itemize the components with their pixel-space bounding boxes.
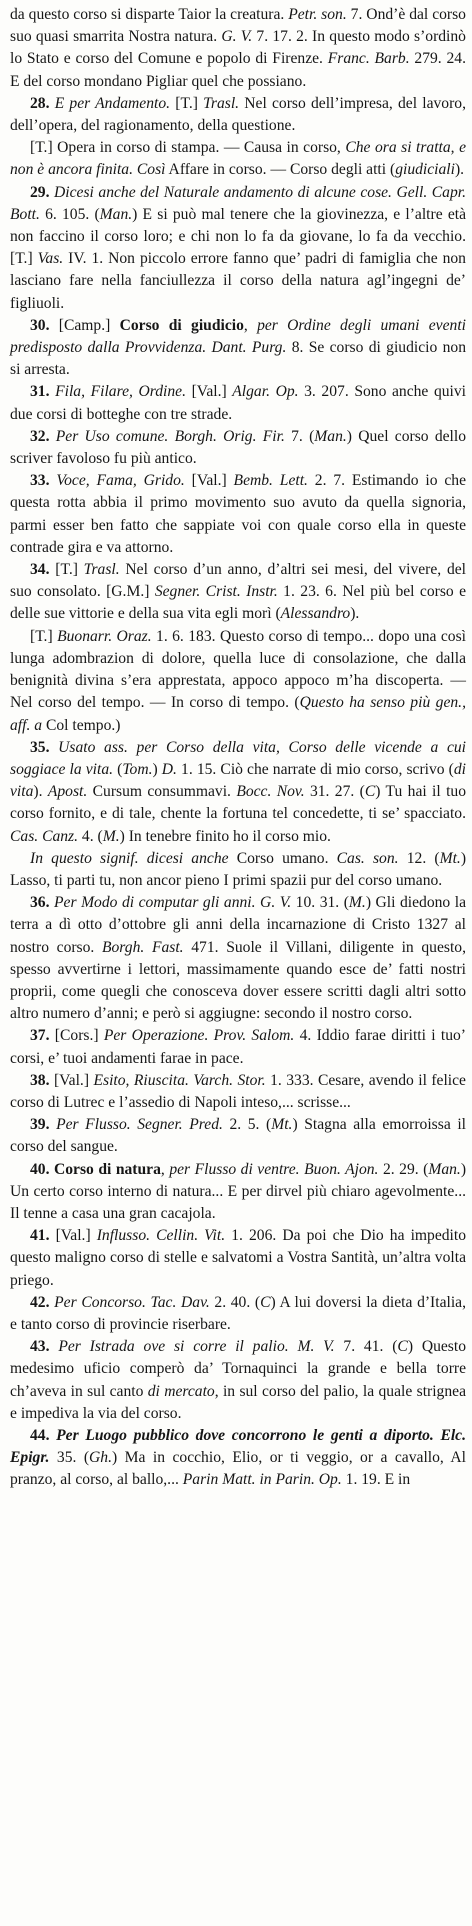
entry-emphasis: Mt. — [271, 1116, 293, 1134]
dictionary-entry — [10, 1225, 466, 1292]
entry-text: ) Ma in cocchio, Elio, or ti veggio, or a cavallo, Al pranzo, al corso, al ballo,... — [10, 1449, 466, 1489]
entry-text: Cursum consummavi. — [87, 783, 237, 801]
entry-text: [Val.] — [49, 1227, 97, 1245]
entry-text: [Val.] — [184, 472, 234, 490]
entry-text: ( — [113, 760, 123, 778]
entry-text: , — [243, 316, 258, 334]
entry-headword: 33. — [30, 472, 50, 490]
dictionary-entry — [10, 848, 466, 892]
dictionary-entry — [10, 1159, 466, 1226]
dictionary-entry — [10, 315, 466, 382]
entry-emphasis: C — [364, 783, 376, 801]
dictionary-entry — [10, 737, 466, 848]
entry-text: 7. 41. ( — [334, 1338, 398, 1356]
entry-headword: 40. — [30, 1160, 50, 1178]
entry-text: 7. ( — [284, 427, 315, 445]
entry-text: 12. ( — [398, 849, 440, 867]
entry-emphasis: Per Istrada ove si corre il palio. M. V. — [58, 1338, 335, 1356]
entry-emphasis: Mt. — [439, 849, 461, 867]
entry-text: 471. Suole il Villani, diligente in questo, spesso avvertirne i lettori, massimamente quando esce de’ fatti nostri proprii, come quegli che conosceva dover essere scritti dagli altri sotto altro numero d’anni; e però si aggiugne: secondo il nostro corso. — [10, 938, 466, 1023]
entry-emphasis: M. — [102, 827, 120, 845]
entry-text: 1. 19. E in — [341, 1471, 411, 1489]
entry-emphasis: giudiciali — [395, 161, 455, 179]
dictionary-entry — [10, 1336, 466, 1425]
dictionary-entry — [10, 137, 466, 181]
entry-emphasis: Franc. Barb. — [327, 50, 410, 68]
entry-text — [50, 1338, 59, 1355]
entry-text: , — [160, 1160, 170, 1178]
dictionary-entry — [10, 381, 466, 425]
entry-emphasis: Trasl. — [203, 94, 240, 112]
dictionary-entry — [10, 1070, 466, 1114]
entry-emphasis: Bocc. Nov. — [236, 783, 305, 801]
entry-emphasis: Cas. son. — [336, 849, 399, 867]
entry-text: [T.] — [170, 94, 204, 112]
entry-emphasis: Questo ha senso più gen., aff. a — [10, 694, 466, 734]
entry-text: [T.] Opera in corso di stampa. — Causa in corso, — [30, 139, 346, 157]
entry-headword: Corso di natura — [54, 1160, 161, 1178]
entry-text: [T.] — [49, 561, 84, 579]
entry-text: ) Stagna alla emorroissa il corso del sangue. — [10, 1116, 466, 1156]
entry-text: 35. ( — [49, 1449, 90, 1467]
entry-text: ) Tu hai il tuo corso fornito, e di tale, chente la fortuna tel concedette, ti se’ spacciato. — [10, 783, 466, 823]
dictionary-entry — [10, 1292, 466, 1336]
entry-emphasis: per Ordine degli umani eventi predisposto dalla Provvidenza. Dant. Purg. — [10, 316, 466, 357]
entry-text — [50, 739, 59, 756]
entry-text: ) In tenebre finito ho il corso mio. — [119, 827, 331, 845]
entry-headword: 43. — [30, 1338, 50, 1356]
entry-text: 10. 31. ( — [291, 894, 349, 912]
entry-emphasis: M. — [348, 894, 366, 912]
entry-text: 7. 17. 2. In questo modo s’ordinò lo Stato e corso del Comune e popolo di Firenze. — [10, 28, 466, 68]
entry-emphasis: Algar. Op. — [232, 383, 299, 401]
entry-text: IV. 1. Non piccolo errore fanno que’ padri di famiglia che non lasciano fare nella fanciullezza il corso della natura agl’ingegni de’ figliuoli. — [10, 250, 466, 312]
entry-emphasis: Man. — [314, 427, 347, 445]
entry-emphasis: G. V. — [221, 28, 253, 46]
entry-headword: 34. — [30, 561, 50, 579]
entry-text: ) — [152, 760, 162, 778]
entry-emphasis: Man. — [428, 1160, 461, 1178]
entry-emphasis: Fila, Filare, Ordine. — [55, 383, 186, 401]
entry-headword: Corso di giudicio — [119, 316, 244, 334]
entry-emphasis: Dicesi anche del Naturale andamento di alcune cose. Gell. Capr. Bott. — [10, 183, 466, 223]
entry-headword: 36. — [30, 894, 50, 912]
entry-headword: 41. — [30, 1227, 50, 1245]
entry-emphasis: C — [397, 1338, 408, 1356]
entry-text: ) Un certo corso interno di natura... E per dirvel più chiaro agevolmente... Il tenne a casa una gran cacajola. — [10, 1160, 467, 1222]
entry-emphasis: di vita — [10, 760, 466, 801]
dictionary-entry — [10, 1425, 466, 1492]
entry-emphasis: C — [260, 1293, 271, 1311]
entry-emphasis: Borgh. Fast. — [101, 938, 184, 956]
entry-text: ) Gli diedono la terra a dì otto d’ottobre gli anni della incarnazione di Cristo 1327 al nostro corso. — [10, 894, 466, 956]
entry-emphasis: Voce, Fama, Grido. — [56, 472, 185, 490]
entry-text: [Val.] — [186, 383, 233, 401]
entry-emphasis: Buonarr. Oraz. — [57, 627, 152, 645]
dictionary-entry — [10, 892, 466, 1025]
entry-headword: 35. — [30, 738, 50, 756]
entry-text: Nel corso dell’impresa, del lavoro, dell’opera, del ragionamento, della questione. — [10, 94, 466, 135]
entry-headword: 28. — [30, 94, 50, 112]
entry-headword: 39. — [30, 1116, 50, 1134]
entry-emphasis: Cas. Canz. — [10, 827, 79, 845]
entry-emphasis: Tom. — [122, 760, 153, 778]
entry-emphasis: Usato ass. per Corso della vita, Corso delle vicende a cui soggiace la vita. — [10, 738, 466, 778]
dictionary-entry — [10, 93, 466, 137]
entry-text: 6. 105. ( — [39, 205, 100, 223]
entry-text: da questo corso si disparte Taior la creatura. — [10, 6, 289, 23]
dictionary-entry — [10, 626, 466, 737]
entry-headword: 31. — [30, 383, 50, 401]
entry-text: 31. 27. ( — [304, 783, 365, 801]
dictionary-entry — [10, 426, 466, 470]
entry-text: 2. 29. ( — [378, 1160, 429, 1178]
dictionary-entry — [10, 182, 466, 315]
entry-text: [Cors.] — [49, 1027, 104, 1045]
entry-emphasis: Per Modo di computar gli anni. G. V. — [54, 894, 292, 912]
entry-text: 7. Ond’è dal corso suo quasi smarrita Nostra natura. — [10, 6, 466, 46]
entry-text: 2. 7. Estimando io che questa rotta abbia il primo movimento suo avuto da quella signoria, parmi esser ben fatto che sappiate voi con quale corso ella in queste contrade gira e va attorno. — [10, 472, 466, 556]
entry-emphasis: Per Operazione. Prov. Salom. — [103, 1027, 295, 1045]
entry-emphasis: Per Uso comune. Borgh. Orig. Fir. — [55, 427, 285, 445]
entry-headword: 38. — [30, 1071, 50, 1089]
entry-emphasis: Apost. — [47, 783, 88, 801]
entry-text: 4. Iddio farae diritti i tuo’ corsi, e’ tuoi andamenti farae in pace. — [10, 1027, 466, 1067]
entry-emphasis: Per Luogo pubblico dove concorrono le genti a diporto. Elc. Epigr. — [10, 1427, 466, 1467]
entry-text: ) E si può mal tenere che la giovinezza, e l’altre età non faccino il corso loro; e chi non lo fa da giovane, lo fa da vecchio. [T.] — [10, 205, 466, 268]
entry-text: Col tempo.) — [42, 716, 121, 734]
entry-text: 1. 6. 183. Questo corso di tempo... dopo una così lunga adombrazion di dolore, quella luce di consolazione, che dalla benignità divina s’era apprestata, appoco appoco m’ha discoperta. — Nel corso del tempo. — In corso di tempo. ( — [10, 627, 466, 712]
entry-text: 4. ( — [78, 827, 103, 845]
entry-emphasis: In questo signif. dicesi anche — [30, 849, 229, 867]
entry-emphasis: E per Andamento. — [54, 94, 171, 112]
entry-emphasis: Man. — [99, 205, 133, 223]
entry-text: ) Questo medesimo uficio comperò da’ Tornaquinci la grande e bella torre ch’aveva in sul canto — [10, 1338, 466, 1400]
entry-emphasis: Influsso. Cellin. Vit. — [96, 1227, 226, 1245]
dictionary-entry — [10, 4, 466, 93]
entry-headword: 44. — [30, 1427, 50, 1444]
entry-text: 2. 40. ( — [209, 1293, 261, 1311]
entry-text: ) A lui doversi la dieta d’Italia, e tanto corso di provincie riserbare. — [10, 1293, 466, 1333]
entry-emphasis: Bemb. Lett. — [233, 472, 308, 490]
entry-emphasis: Che ora si tratta, e non è ancora finita. Così — [10, 139, 466, 179]
dictionary-entry — [10, 1114, 466, 1158]
entry-text: 1. 23. 6. Nel più bel corso e delle sue vittorie e della sua vita egli morì ( — [10, 583, 466, 623]
dictionary-entry — [10, 470, 466, 559]
entry-text: [Camp.] — [49, 316, 120, 334]
entry-text: 3. 207. Sono anche quivi due corsi di botteghe con tre strade. — [10, 383, 466, 423]
entry-emphasis: Parin Matt. in Parin. Op. — [182, 1471, 342, 1489]
entry-text: 1. 206. Da poi che Dio ha impedito questo maligno corso di stelle e salvatomi a Vostra Santità, un’altra volta priego. — [10, 1227, 467, 1289]
entry-emphasis: Per Flusso. Segner. Pred. — [56, 1116, 223, 1134]
entry-text: [Val.] — [49, 1071, 94, 1089]
entry-text: Corso umano. — [228, 849, 337, 867]
entry-emphasis: di mercato — [147, 1382, 215, 1400]
entry-emphasis: Segner. Crist. Instr. — [154, 583, 278, 601]
entry-text: , in sul corso del palio, la quale strignea e impediva la via del corso. — [10, 1382, 466, 1422]
entry-text: 1. 15. Ciò che narrate di mio corso, scrivo ( — [176, 760, 454, 778]
entry-emphasis: Petr. son. — [288, 6, 347, 23]
entry-text: ). — [350, 605, 360, 623]
entry-headword: 37. — [30, 1027, 50, 1045]
entry-text: ). — [33, 783, 48, 801]
dictionary-entry — [10, 559, 466, 626]
entry-headword: 30. — [30, 316, 50, 334]
entry-text: Nel corso d’un anno, d’altri sei mesi, del vivere, del suo consolato. [G.M.] — [10, 561, 467, 601]
entry-text: ) Quel corso dello scriver favoloso fu più antico. — [10, 427, 467, 468]
entry-text: ). — [454, 161, 465, 179]
entry-text: 2. 5. ( — [222, 1116, 272, 1134]
entry-text: 1. 333. Cesare, avendo il felice corso di Lutrec e l’assedio di Napoli inteso,... scrisse... — [10, 1071, 466, 1111]
entry-text: Affare in corso. — Corso degli atti ( — [165, 161, 396, 179]
entry-text: [T.] — [30, 627, 58, 645]
entry-headword: 29. — [30, 183, 50, 201]
entry-headword: 32. — [30, 427, 50, 445]
entry-text: 279. 24. E del corso mondano Pigliar quel che possiano. — [10, 50, 466, 90]
entry-emphasis: D. — [161, 760, 177, 778]
dictionary-entry — [10, 1025, 466, 1069]
entry-emphasis: Esito, Riuscita. Varch. Stor. — [93, 1071, 266, 1089]
entry-emphasis: Alessandro — [280, 605, 351, 623]
entry-emphasis: Gh. — [89, 1449, 113, 1467]
entry-text: 8. Se corso di giudicio non si arresta. — [10, 339, 466, 379]
entry-text: ) Lasso, ti parti tu, non ancor pieno I primi spazii pur del corso umano. — [10, 849, 467, 889]
entry-emphasis: Per Concorso. Tac. Dav. — [54, 1293, 210, 1311]
entry-emphasis: Vas. — [37, 250, 64, 268]
entry-emphasis: per Flusso di ventre. Buon. Ajon. — [169, 1160, 379, 1178]
entry-emphasis: Trasl. — [83, 561, 120, 579]
entry-headword: 42. — [30, 1293, 50, 1311]
